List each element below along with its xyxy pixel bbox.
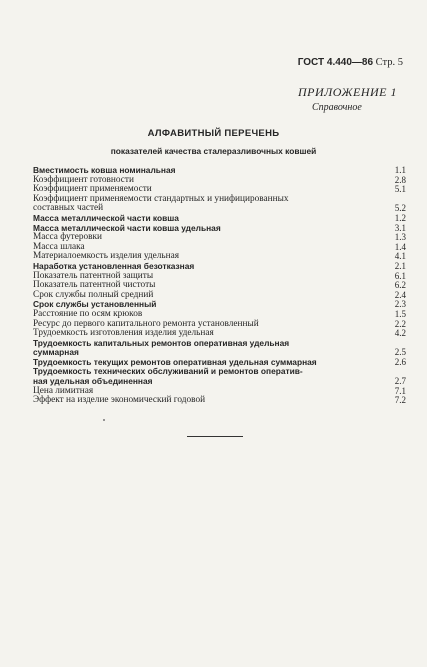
list-item [33,233,410,243]
list-item-number: 3.1 [394,222,406,233]
appendix-title: ПРИЛОЖЕНИЕ 1 [298,85,397,99]
list-item-text: Цена лимитная [33,385,94,396]
list-item-text: Масса металлической части ковша [33,212,179,223]
list-item-number: 2.6 [394,356,406,367]
list-item-number: 2.4 [394,289,406,300]
standard-number: ГОСТ 4.440—86 [297,57,374,68]
list-item-number: 2.8 [394,174,406,185]
appendix-note: Справочное [312,102,362,113]
list-item-text: Коэффициент применяемости стандартных и унифицированных составных частей [33,193,289,214]
list-item-text: Срок службы установленный [33,299,157,310]
list-subtitle: показателей качества сталеразливочных ковшей [110,146,317,156]
list-item-number: 1.1 [394,165,406,175]
list-item-number: 2.2 [394,318,406,329]
list-item [33,396,410,406]
list-item-number: 6.1 [394,270,406,281]
list-title: АЛФАВИТНЫЙ ПЕРЕЧЕНЬ [147,128,280,139]
page-number: Стр. 5 [375,57,403,68]
list-item-text: Эффект на изделие экономический годовой [33,395,206,406]
list-item-number: 4.1 [394,251,406,262]
list-item-number: 6.2 [394,280,406,291]
list-item [33,367,410,386]
list-item-text: Масса шлака [33,241,85,252]
list-item-number: 1.3 [394,232,406,243]
scan-speck [103,419,105,421]
list-item-number: 5.1 [394,184,406,195]
list-item-number: 2.5 [394,347,406,358]
list-item-number: 5.2 [394,203,406,214]
list-item-text: Материалоемкость изделия удельная [33,251,179,262]
list-item-text: Коэффициент применяемости [33,184,152,195]
list-item-text: Трудоемкость изготовления изделия удельная [33,328,214,339]
list-item-text: Трудоемкость текущих ремонтов оперативная удельная суммарная [33,356,317,367]
list-item-text: Ресурс до первого капитального ремонта установленный [33,318,259,329]
list-item-number: 7.2 [394,395,406,406]
end-rule [187,436,243,437]
list-item-number: 2.3 [394,299,406,310]
list-item-text: Вместимость ковша номинальная [33,165,176,175]
list-item-number: 1.2 [394,212,406,223]
list-item-text: Трудоемкость технических обслуживаний и ремонтов оператив- ная удельная объединенная [33,366,303,387]
list-item [33,339,410,358]
list-item-text: Коэффициент готовности [33,174,134,185]
list-item-number: 1.4 [394,241,406,252]
list-item-text: Масса футеровки [33,232,103,243]
page-header [298,57,403,68]
list-item-text: Трудоемкость капитальных ремонтов оперативная удельная суммарная [33,337,290,358]
list-item-text: Срок службы полный средний [33,289,154,300]
list-item-text: Показатель патентной защиты [33,270,154,281]
list-item-text: Наработка установленная безотказная [33,260,195,271]
list-item-number: 1.5 [394,308,406,319]
list-item-number: 4.2 [394,328,406,339]
list-item-text: Расстояние по осям крюков [33,308,143,319]
list-item-number: 7.1 [394,385,406,396]
list-item-text: Масса металлической части ковша удельная [33,222,221,233]
list-item [33,195,410,214]
list-item-number: 2.1 [394,260,406,271]
list-item-number: 2.7 [394,376,406,387]
index-list [33,166,410,406]
list-item-text: Показатель патентной чистоты [33,280,156,291]
